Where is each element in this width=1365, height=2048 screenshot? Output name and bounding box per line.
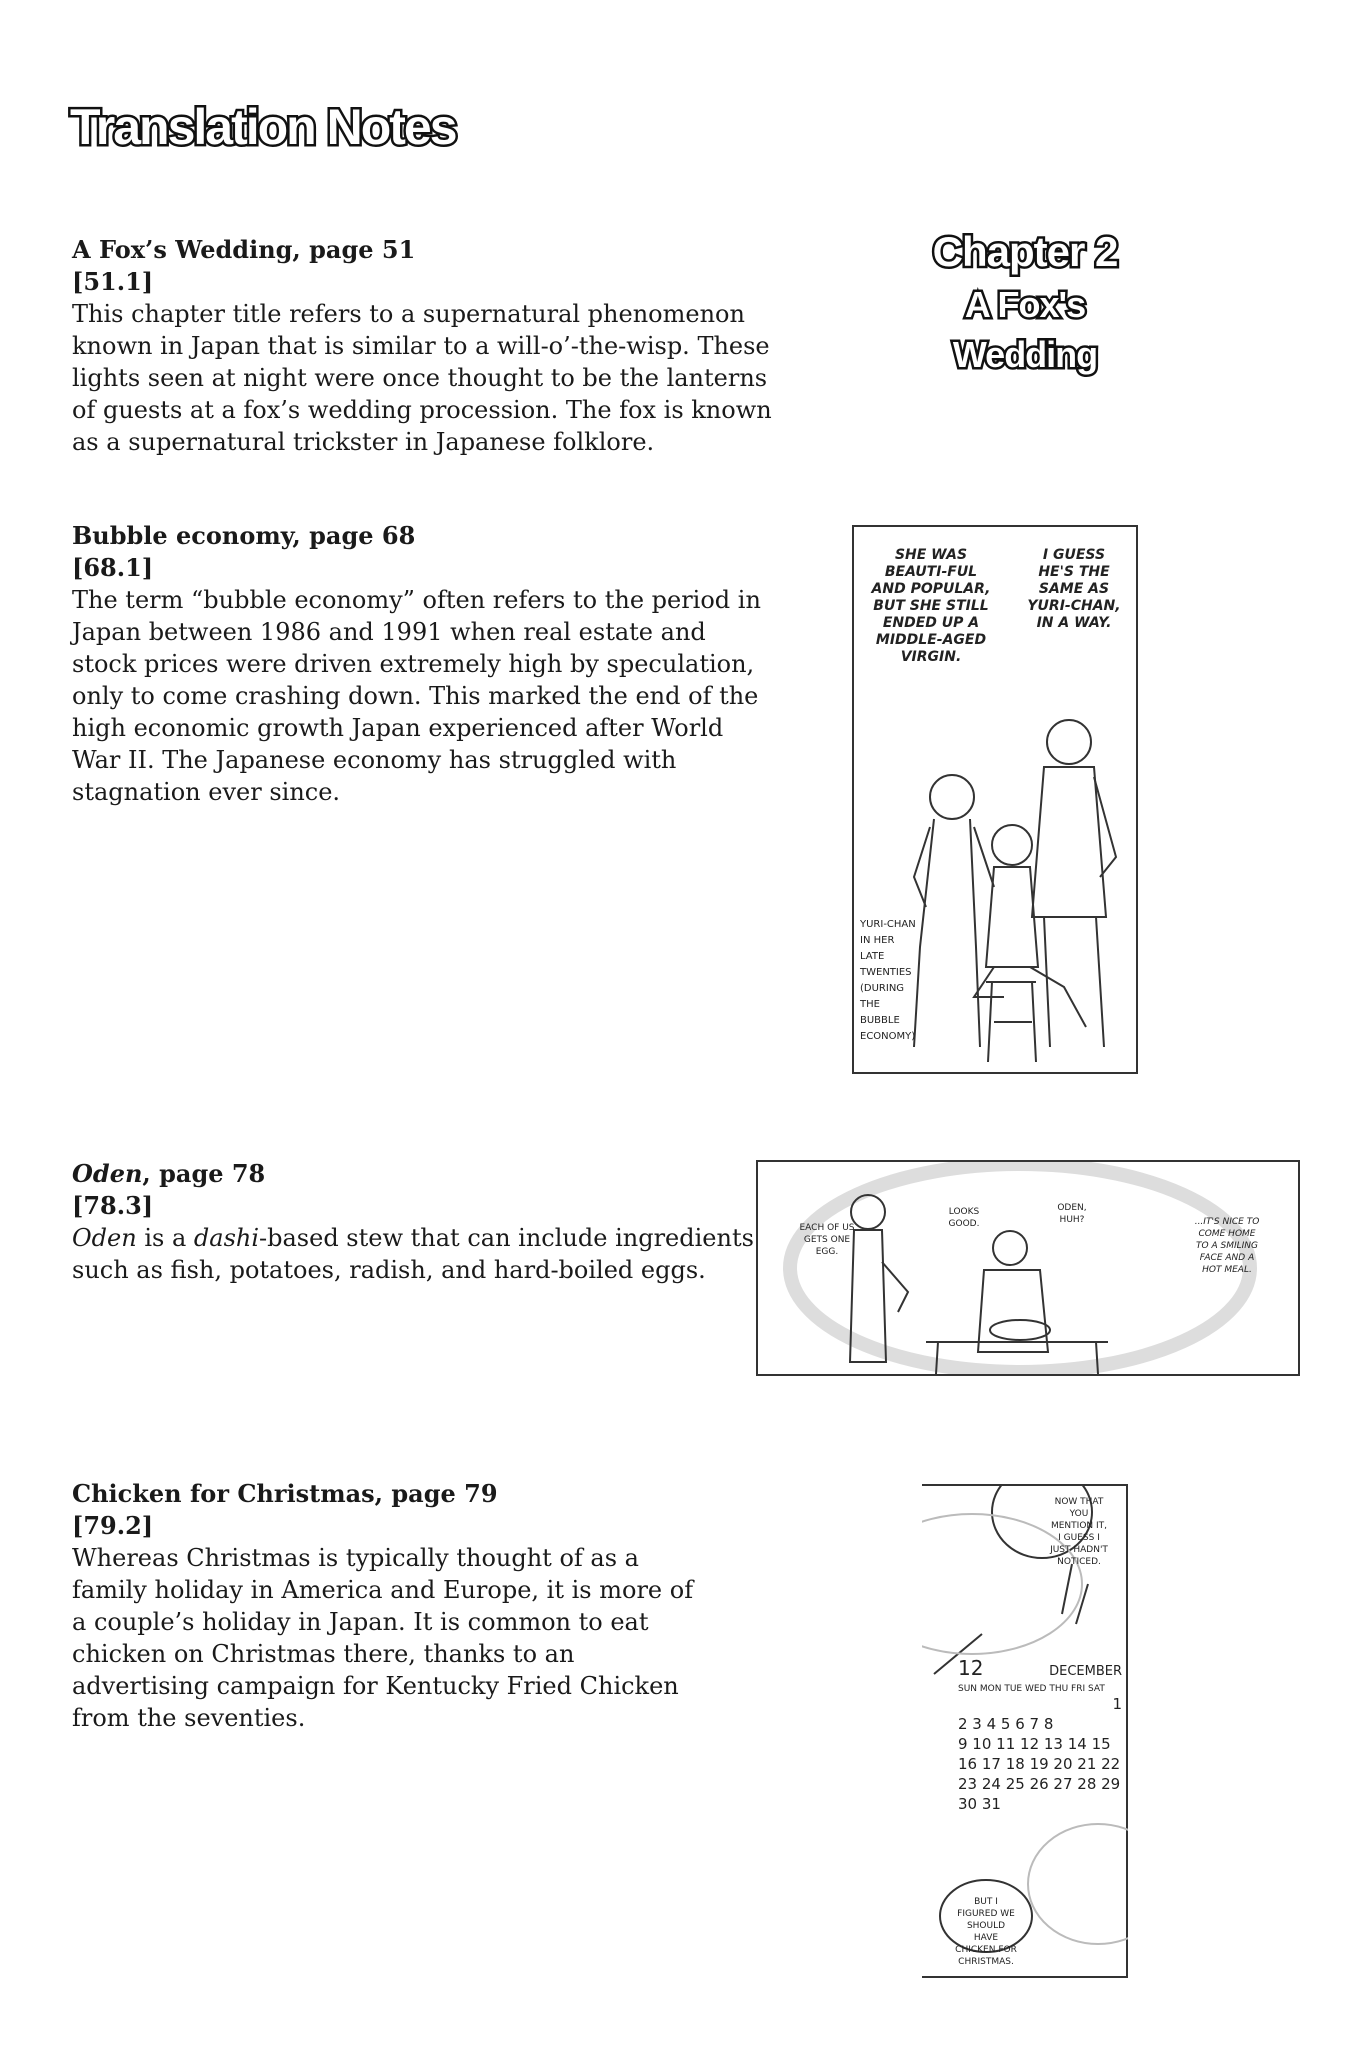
calendar-month-name: DECEMBER: [1049, 1664, 1122, 1679]
calendar-row: 1: [1112, 1695, 1122, 1713]
note-reference: [78.3]: [72, 1191, 154, 1220]
chapter-title-art: [890, 224, 1160, 380]
speech-balloon-egg: EACH OF US GETS ONE EGG.: [799, 1223, 855, 1257]
calendar-row: 2 3 4 5 6 7 8: [958, 1715, 1054, 1733]
note-body: Whereas Christmas is typically thought of as a family holiday in America and Europe, it is more of a couple’s holiday in Japan. It is common to eat chicken on Christmas there, thanks to an advertising campaign for Kentucky Fried Chicken from the seventies.: [72, 1544, 694, 1732]
calendar-row: 9 10 11 12 13 14 15: [958, 1735, 1111, 1753]
calendar-weekdays: SUN MON TUE WED THU FRI SAT: [958, 1684, 1105, 1694]
note-heading: Bubble economy, page 68: [72, 521, 416, 550]
manga-panel-oden: [756, 1160, 1300, 1376]
speech-bubble-top: NOW THAT YOU MENTION IT, I GUESS I JUST HADN'T NOTICED.: [1050, 1497, 1108, 1567]
manga-panel-christmas: [922, 1484, 1128, 1978]
note-chicken-christmas: [72, 1478, 772, 1734]
panel-caption: YURI-CHAN IN HER LATE TWENTIES (DURING THE BUBBLE ECONOMY): [860, 919, 916, 1042]
note-reference: [51.1]: [72, 267, 154, 296]
speech-balloon-nice: ...IT'S NICE TO COME HOME TO A SMILING FACE AND A HOT MEAL.: [1194, 1217, 1260, 1275]
speech-bubble-bottom: BUT I FIGURED WE SHOULD HAVE CHICKEN FOR CHRISTMAS.: [955, 1897, 1017, 1967]
calendar-row: 30 31: [958, 1795, 1001, 1813]
note-reference: [68.1]: [72, 553, 154, 582]
speech-balloon-right: I GUESS HE'S THE SAME AS YURI-CHAN, IN A WAY.: [1027, 547, 1121, 631]
calendar-row: 16 17 18 19 20 21 22: [958, 1755, 1121, 1773]
note-reference: [79.2]: [72, 1511, 154, 1540]
page-title: Translation Notes: [70, 99, 456, 155]
manga-panel-bubble-era: [852, 525, 1138, 1074]
speech-balloon-looks-good: LOOKS GOOD.: [948, 1207, 980, 1229]
note-body: Oden is a dashi-based stew that can include ingredients such as fish, potatoes, radish, and hard-boiled eggs.: [72, 1224, 754, 1284]
speech-balloon-left: SHE WAS BEAUTI-FUL AND POPULAR, BUT SHE STILL ENDED UP A MIDDLE-AGED VIRGIN.: [871, 547, 991, 665]
note-oden: [72, 1158, 772, 1286]
note-bubble-economy: [72, 520, 772, 808]
speech-balloon-oden: ODEN, HUH?: [1057, 1203, 1087, 1225]
calendar-row: 23 24 25 26 27 28 29: [958, 1775, 1121, 1793]
note-fox-wedding: [72, 234, 772, 458]
calendar-month-number: 12: [958, 1656, 984, 1680]
december-calendar: [958, 1656, 1122, 1814]
note-heading: Oden, page 78: [72, 1159, 266, 1188]
note-heading: Chicken for Christmas, page 79: [72, 1479, 498, 1508]
chapter-name: A Fox's Wedding: [952, 284, 1098, 375]
note-body: The term “bubble economy” often refers to the period in Japan between 1986 and 1991 when real estate and stock prices were driven extremely high by speculation, only to come crashing down. This marked the end of the high economic growth Japan experienced after World War II. The Japanese economy has struggled with stagnation ever since.: [72, 586, 761, 806]
note-heading: A Fox’s Wedding, page 51: [72, 235, 416, 264]
chapter-number: Chapter 2: [932, 228, 1118, 275]
note-body: This chapter title refers to a supernatural phenomenon known in Japan that is similar to a will-o’-the-wisp. These lights seen at night were once thought to be the lanterns of guests at a fox’s wedding procession. The fox is known as a supernatural trickster in Japanese folklore.: [72, 300, 772, 456]
